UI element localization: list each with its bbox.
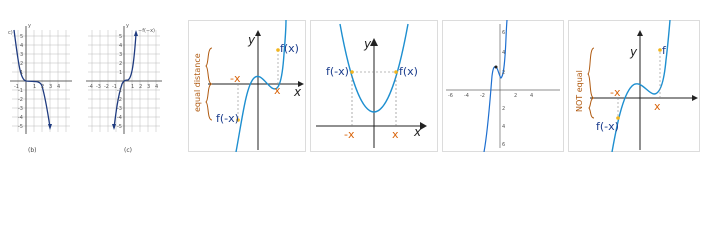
arrow-head	[112, 124, 116, 130]
y-tick: -4	[117, 115, 122, 121]
y-tick: 1	[20, 70, 24, 76]
y-tick: 2	[502, 70, 506, 76]
corner-label: c)	[8, 30, 13, 36]
arrow-head	[48, 124, 52, 130]
brace-label: NOT equal	[575, 70, 584, 112]
pos-x-label: x	[274, 84, 281, 97]
y-tick: 1	[119, 70, 123, 76]
fx-label: f(x)	[399, 65, 418, 78]
x-tick: 4	[530, 93, 534, 99]
caption: (c)	[124, 147, 132, 154]
neg-x-label: -x	[344, 128, 355, 141]
y-tick: 4	[20, 43, 24, 49]
x-axis-label: x	[294, 85, 302, 99]
y-tick: 2	[502, 106, 506, 112]
x-tick: -1	[14, 84, 19, 90]
x-tick: -3	[96, 84, 101, 90]
neg-x-label: -x	[230, 72, 241, 85]
x-axis-label: x	[414, 125, 422, 139]
fnx-label: f(-x)	[596, 120, 619, 133]
y-tick: 6	[502, 30, 506, 36]
y-tick: -5	[18, 124, 23, 130]
y-axis-label: y	[126, 23, 129, 29]
y-axis-label: y	[630, 45, 638, 59]
panel-graph	[442, 20, 564, 152]
fnx-label: f(-x)	[216, 112, 239, 125]
point-fx	[394, 70, 398, 74]
x-tick: -4	[464, 93, 469, 99]
y-tick: 4	[502, 50, 506, 56]
function-label: −f(−x)	[138, 28, 155, 34]
x-tick: -6	[448, 93, 453, 99]
y-tick: -1	[117, 88, 122, 94]
panel-frame	[569, 21, 700, 152]
x-tick: 2	[514, 93, 518, 99]
y-tick: -4	[18, 115, 23, 121]
panel-c	[82, 0, 164, 160]
fnx-label: f(-x)	[326, 65, 349, 78]
pos-x-label: x	[392, 128, 399, 141]
x-tick: -1	[112, 84, 117, 90]
point	[495, 66, 498, 69]
panel-odd-function	[188, 20, 306, 152]
pos-x-label: x	[654, 100, 661, 113]
x-tick: 1	[33, 84, 37, 90]
y-tick: 4	[502, 124, 506, 130]
y-tick: 3	[20, 52, 24, 58]
panel-frame	[189, 21, 306, 152]
y-tick: 4	[119, 43, 123, 49]
y-tick: 2	[20, 61, 24, 67]
x-tick: 2	[41, 84, 45, 90]
y-tick: -5	[117, 124, 122, 130]
y-axis-label: y	[28, 23, 31, 29]
y-tick: 3	[119, 52, 123, 58]
f-label: f	[662, 44, 666, 57]
y-ticks	[18, 34, 23, 130]
x-tick: -4	[88, 84, 93, 90]
x-tick: 3	[49, 84, 53, 90]
caption: (b)	[28, 147, 37, 154]
point-fnx	[350, 70, 354, 74]
panel-b	[4, 0, 76, 160]
y-tick: 6	[502, 142, 506, 148]
y-tick: -3	[18, 106, 23, 112]
panel-even-function	[310, 20, 438, 152]
y-tick: 5	[119, 34, 123, 40]
panel-frame	[443, 21, 564, 152]
y-tick: 5	[20, 34, 24, 40]
panel-not-odd	[568, 20, 700, 152]
fx-label: f(x)	[280, 42, 299, 55]
x-tick: 2	[139, 84, 143, 90]
y-axis-label: y	[364, 37, 372, 51]
y-axis-label: y	[248, 33, 256, 47]
x-tick: -2	[104, 84, 109, 90]
y-tick: -2	[117, 97, 122, 103]
y-tick: -1	[18, 88, 23, 94]
x-tick: -2	[480, 93, 485, 99]
x-tick: 4	[57, 84, 61, 90]
x-tick: 1	[131, 84, 135, 90]
y-ticks	[117, 34, 122, 130]
y-tick: -2	[18, 97, 23, 103]
y-tick: -3	[117, 106, 122, 112]
x-tick: 3	[147, 84, 151, 90]
y-tick: 2	[119, 61, 123, 67]
x-ticks	[88, 84, 158, 90]
neg-x-label: -x	[610, 86, 621, 99]
x-tick: 4	[155, 84, 159, 90]
brace-label: equal distance	[193, 53, 202, 112]
